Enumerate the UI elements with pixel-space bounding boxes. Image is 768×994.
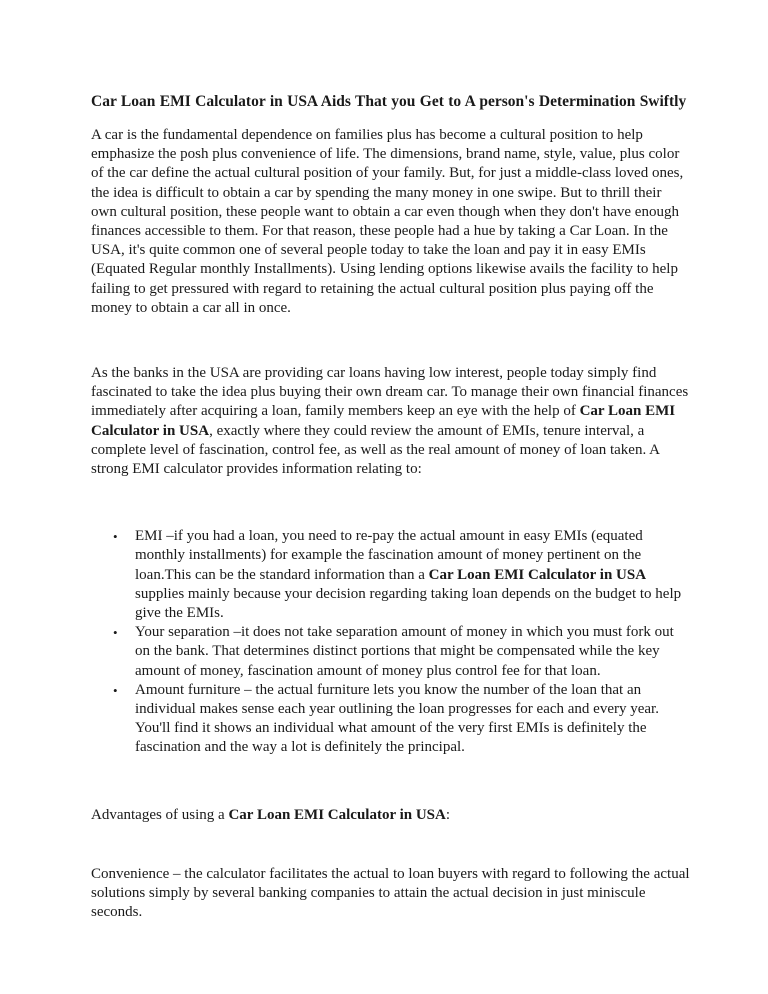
bullet-icon: • bbox=[113, 529, 118, 545]
spacer bbox=[91, 318, 691, 364]
document-page bbox=[91, 92, 691, 923]
calculator-keyword: Car Loan EMI Calculator in USA bbox=[428, 566, 647, 583]
banks-paragraph-text-start: As the banks in the USA are providing car loans having low interest, people today simply find fascinated to take the idea plus buying their own dream car. To manage their own financial finances immediately after acquiring a loan, family members keep an eye with the help of bbox=[91, 365, 689, 420]
document-title: Car Loan EMI Calculator in USA Aids That you Get to A person's Determination Swiftly bbox=[91, 93, 687, 110]
advantages-text-start: Advantages of using a bbox=[91, 806, 229, 823]
intro-paragraph: A car is the fundamental dependence on families plus has become a cultural position to help emphasize the posh plus convenience of life. The dimensions, brand name, style, value, plus color of the car define the actual cultural position of your family. But, for just a middle-class loved ones, the idea is difficult to obtain a car by spending the many money in one swipe. But to thrill their own cultural position, these people want to obtain a car even though when they don't have enough finances accessible to them. For that reason, these people had a hue by taking a Car Loan. In the USA, it's quite common one of several people today to take the loan and pay it in easy EMIs (Equated Regular monthly Installments). Using lending options likewise avails the facility to help failing to get pressured with regard to retaining the actual cultural position plus paying off the money to obtain a car all in once. bbox=[91, 127, 684, 316]
list-item-amount-furniture bbox=[113, 681, 691, 758]
banks-paragraph bbox=[91, 364, 691, 479]
calculator-keyword: Car Loan EMI Calculator in USA bbox=[228, 806, 446, 823]
advantages-heading bbox=[91, 806, 691, 825]
bullet-icon: • bbox=[113, 682, 118, 698]
list-item-text: Amount furniture – the actual furniture lets you know the number of the loan that an individual makes sense each year outlining the loan progresses for each and every year. You'll find it shows an individual what amount of the very first EMIs is definitely the fascination and the way a lot is definitely the principal. bbox=[135, 681, 659, 756]
calculator-keyword: Car Loan EMI Calculator in USA bbox=[91, 403, 676, 439]
calculator-info-list bbox=[91, 527, 691, 757]
list-item-emi bbox=[113, 527, 691, 623]
spacer bbox=[91, 479, 691, 527]
list-item-text-end: supplies mainly because your decision regarding taking loan depends on the budget to help give the EMIs. bbox=[135, 585, 682, 622]
spacer bbox=[91, 758, 691, 806]
advantages-text-end: : bbox=[445, 806, 451, 823]
list-item-separation bbox=[113, 623, 691, 681]
banks-paragraph-text-end: , exactly where they could review the amount of EMIs, tenure interval, a complete level of fascination, control fee, as well as the real amount of money of loan taken. A strong EMI calculator provides information relating to: bbox=[91, 422, 660, 478]
list-item-text-start: EMI –if you had a loan, you need to re-pay the actual amount in easy EMIs (equated monthly installments) for example the fascination amount of money pertinent on the loan.This can be the standard information than a bbox=[135, 528, 643, 583]
convenience-paragraph: Convenience – the calculator facilitates the actual to loan buyers with regard to following the actual solutions simply by several banking companies to attain the actual decision in just miniscule seconds. bbox=[91, 865, 690, 921]
list-item-text: Your separation –it does not take separation amount of money in which you must fork out on the bank. That determines distinct portions that might be compensated while the key amount of money, fascination amount of money plus control fee for that loan. bbox=[135, 624, 674, 679]
spacer bbox=[91, 825, 691, 865]
bullet-icon: • bbox=[113, 625, 118, 641]
